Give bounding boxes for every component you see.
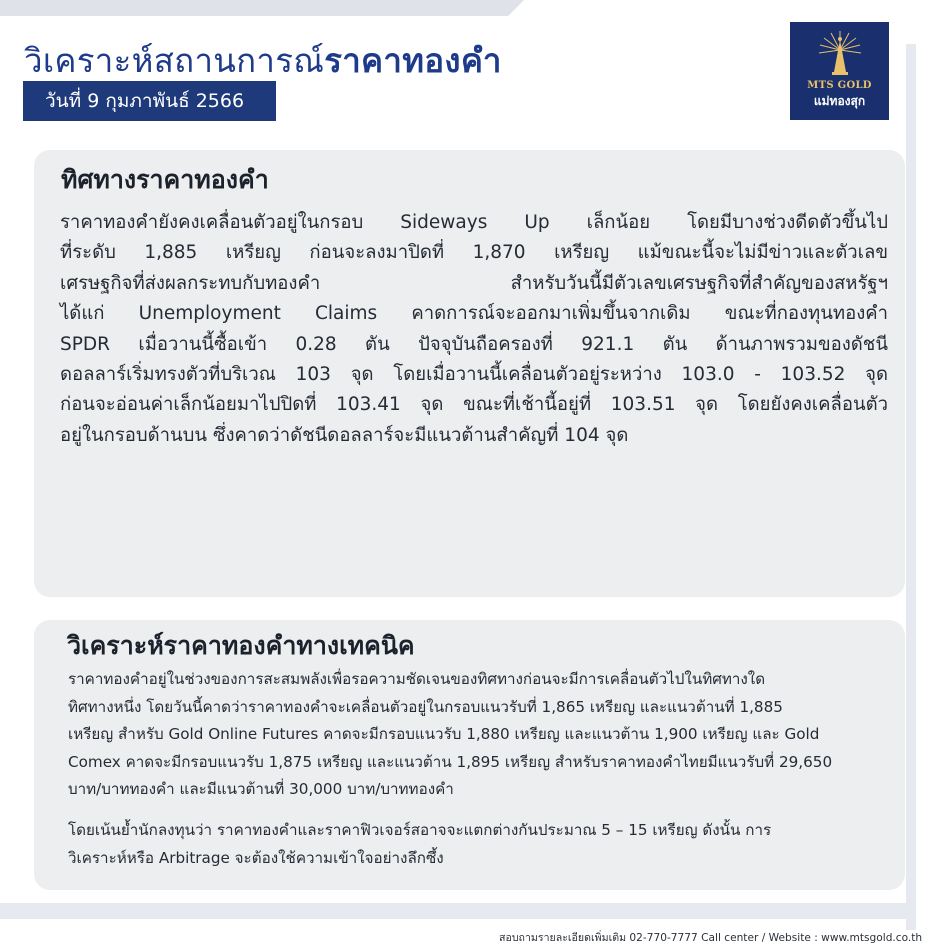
- paragraph-line: โดยเน้นย้ำนักลงทุนว่า ราคาทองคำและราคาฟิวเจอร์สอาจจะแตกต่างกันประมาณ 5 – 15 เหรียญ ดังนั้น การ: [68, 821, 772, 839]
- paragraph-line: ได้แก่ Unemployment Claims คาดการณ์จะออกมาเพิ่มขึ้นจากเดิม ขณะที่กองทุนทองคำ: [60, 303, 888, 325]
- date-badge: วันที่ 9 กุมภาพันธ์ 2566: [23, 81, 276, 121]
- mts-gold-logo: [790, 22, 889, 120]
- decorative-bottom-bar: [0, 903, 916, 919]
- decorative-right-bar: [906, 44, 916, 930]
- gold-direction-title: ทิศทางราคาทองคำ: [61, 165, 269, 194]
- golden-pagoda-icon: [815, 28, 865, 78]
- paragraph-line: ดอลลาร์เริ่มทรงตัวที่บริเวณ 103 จุด โดยเมื่อวานนี้เคลื่อนตัวอยู่ระหว่าง 103.0 - 103.52 จุด: [60, 364, 888, 386]
- paragraph-line: อยู่ในกรอบด้านบน ซึ่งคาดว่าดัชนีดอลลาร์จะมีแนวต้านสำคัญที่ 104 จุด: [60, 424, 629, 446]
- technical-analysis-card: [34, 620, 905, 890]
- paragraph-line: ราคาทองคำอยู่ในช่วงของการสะสมพลังเพื่อรอความชัดเจนของทิศทางก่อนจะมีการเคลื่อนตัวไปในทิศทางใด: [68, 670, 766, 688]
- gold-direction-card: [34, 150, 905, 597]
- paragraph-line: Comex คาดจะมีกรอบแนวรับ 1,875 เหรียญ และแนวต้าน 1,895 เหรียญ สำหรับราคาทองคำไทยมีแนวรับที่ 29,650: [68, 752, 833, 771]
- footer-contact: สอบถามรายละเอียดเพิ่มเติม 02-770-7777 Call center / Website : www.mtsgold.co.th: [499, 932, 923, 944]
- paragraph-line: ที่ระดับ 1,885 เหรียญ ก่อนจะลงมาปิดที่ 1,870 เหรียญ แม้ขณะนี้จะไม่มีข่าวและตัวเลข: [60, 242, 888, 264]
- paragraph-line: ทิศทางหนึ่ง โดยวันนี้คาดว่าราคาทองคำจะเคลื่อนตัวอยู่ในกรอบแนวรับที่ 1,865 เหรียญ และแนวต้านที่ 1,885: [68, 697, 783, 716]
- paragraph-line: SPDR เมื่อวานนี้ซื้อเข้า 0.28 ตัน ปัจจุบันถือครองที่ 921.1 ตัน ด้านภาพรวมของดัชนี: [60, 333, 888, 355]
- gold-direction-paragraph: [60, 208, 888, 451]
- paragraph-line: บาท/บาททองคำ และมีแนวต้านที่ 30,000 บาท/บาททองคำ: [68, 780, 454, 798]
- page-title: [24, 34, 502, 87]
- paragraph-line: เหรียญ สำหรับ Gold Online Futures คาดจะมีกรอบแนวรับ 1,880 เหรียญ และแนวต้าน 1,900 เหรียญ และ Gold: [68, 725, 820, 743]
- paragraph-line: วิเคราะห์หรือ Arbitrage จะต้องใช้ความเข้าใจอย่างลึกซึ้ง: [68, 848, 444, 867]
- decorative-top-bar: [0, 0, 524, 16]
- paragraph-line: ก่อนจะอ่อนค่าเล็กน้อยมาไปปิดที่ 103.41 จุด ขณะที่เช้านี้อยู่ที่ 103.51 จุด โดยยังคงเคลื่อนตัว: [60, 394, 888, 416]
- paragraph-line: ราคาทองคำยังคงเคลื่อนตัวอยู่ในกรอบ Sideways Up เล็กน้อย โดยมีบางช่วงดีดตัวขึ้นไป: [60, 212, 888, 233]
- technical-analysis-title: วิเคราะห์ราคาทองคำทางเทคนิค: [67, 631, 415, 660]
- technical-paragraph-2: [68, 817, 888, 872]
- logo-sub-text: แม่ทองสุก: [813, 94, 866, 108]
- page-title-bold: ราคาทองคำ: [324, 41, 502, 80]
- page-title-light: วิเคราะห์สถานการณ์: [24, 41, 325, 80]
- technical-paragraph-1: [68, 666, 888, 804]
- paragraph-line: เศรษฐกิจที่ส่งผลกระทบกับทองคำ สำหรับวันนี้มีตัวเลขเศรษฐกิจที่สำคัญของสหรัฐฯ: [60, 272, 888, 294]
- logo-brand-text: MTS GOLD: [807, 80, 872, 91]
